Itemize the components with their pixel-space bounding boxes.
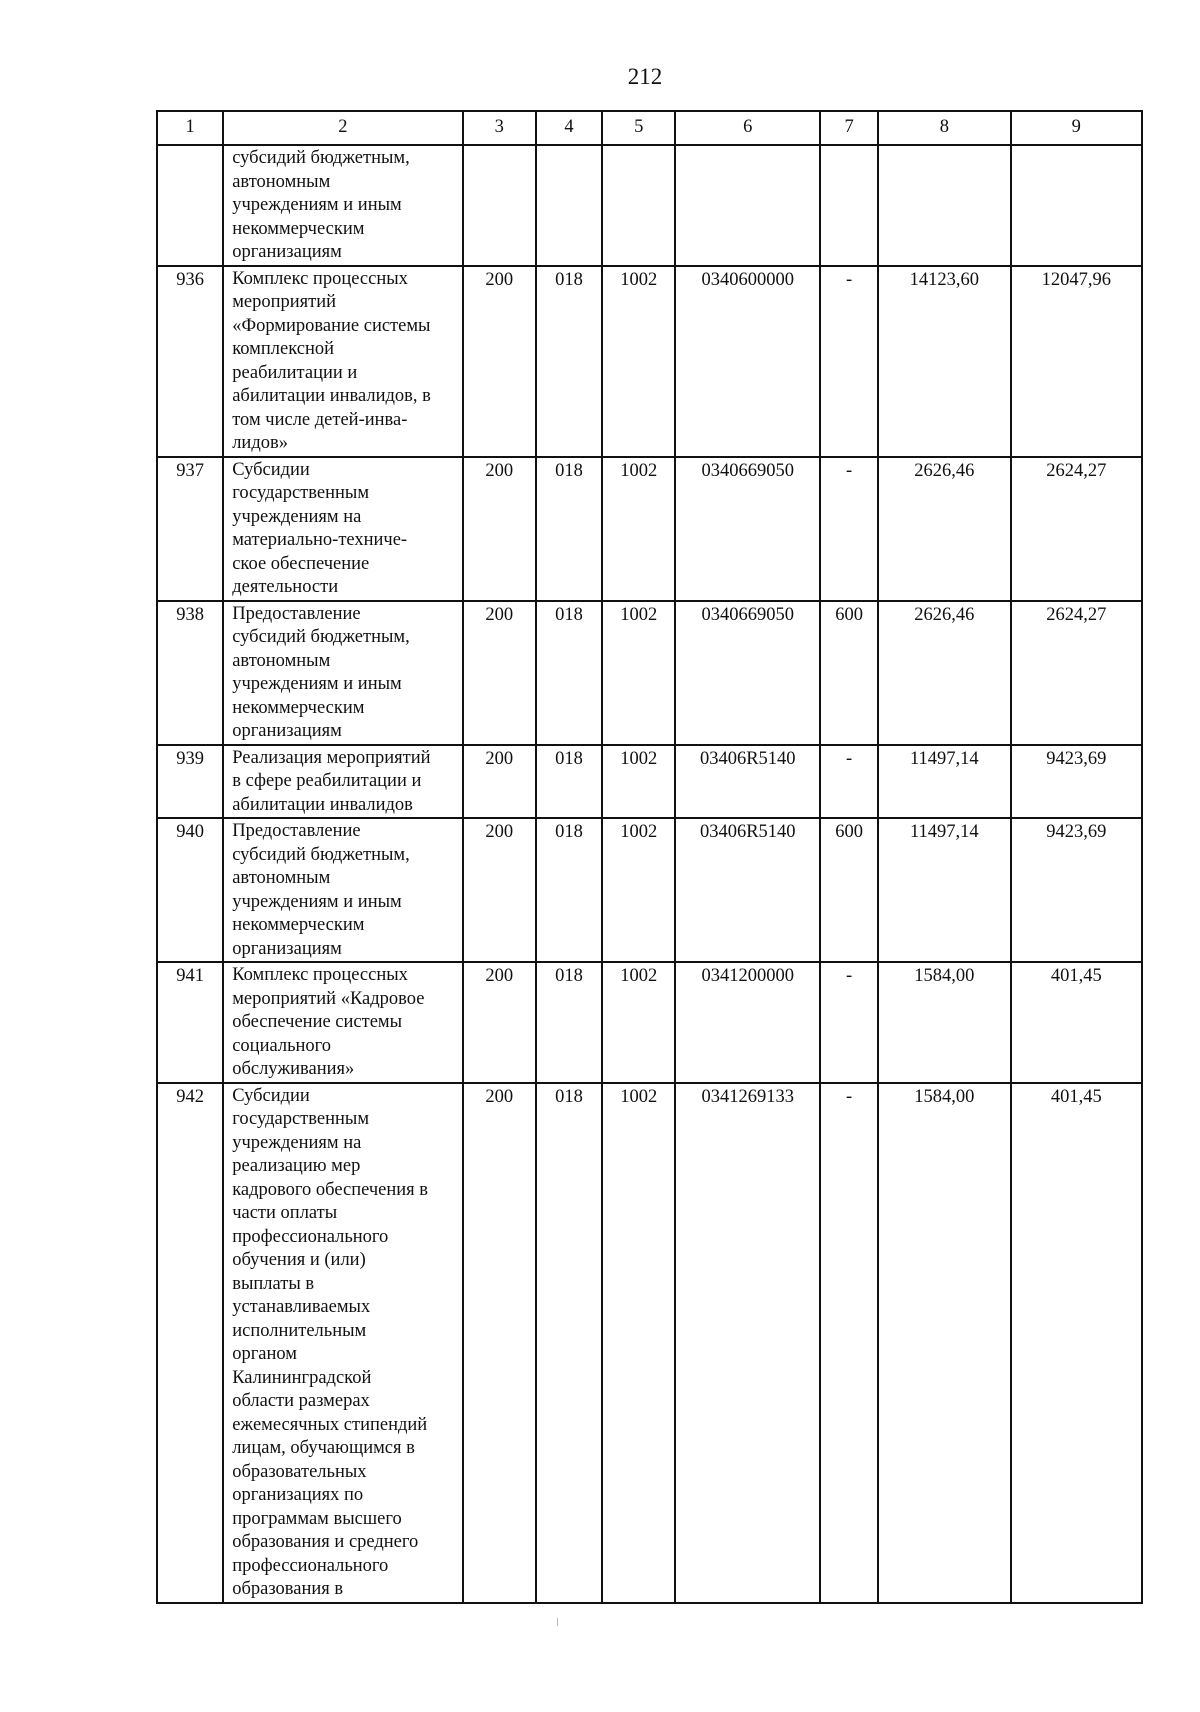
code-col-6: [675, 145, 820, 266]
scan-speck: [557, 1618, 558, 1626]
header-cell-4: 4: [536, 111, 602, 145]
code-col-7: -: [820, 1083, 878, 1603]
table-row: [157, 962, 1142, 1083]
row-number: 936: [157, 266, 223, 457]
code-col-6: 0340600000: [675, 266, 820, 457]
row-description: Комплекс процессных мероприятий «Кадровое обеспечение системы социального обслуживания»: [223, 962, 462, 1083]
amount-col-9: [1011, 145, 1142, 266]
code-col-4: 018: [536, 457, 602, 601]
code-col-7: -: [820, 745, 878, 819]
code-col-3: 200: [463, 745, 536, 819]
row-description: Предоставление субсидий бюджетным, автономным учреждениям и иным некоммерческим организациям: [223, 818, 462, 962]
row-number: 942: [157, 1083, 223, 1603]
code-col-6: 03406R5140: [675, 745, 820, 819]
row-description: Субсидии государственным учреждениям на материально-техниче- ское обеспечение деятельности: [223, 457, 462, 601]
row-description: Реализация мероприятий в сфере реабилитации и абилитации инвалидов: [223, 745, 462, 819]
table-row: [157, 266, 1142, 457]
code-col-6: 0341200000: [675, 962, 820, 1083]
header-cell-8: 8: [878, 111, 1010, 145]
amount-col-9: 9423,69: [1011, 745, 1142, 819]
table-row: [157, 818, 1142, 962]
row-description: Комплекс процессных мероприятий «Формирование системы комплексной реабилитации и абилитации инвалидов, в том числе детей-инва- лидов»: [223, 266, 462, 457]
row-number: 938: [157, 601, 223, 745]
table-row: [157, 1083, 1142, 1603]
code-col-4: 018: [536, 745, 602, 819]
row-number: [157, 145, 223, 266]
table-body: [157, 111, 1142, 1603]
code-col-6: 0341269133: [675, 1083, 820, 1603]
code-col-5: 1002: [602, 266, 675, 457]
code-col-5: [602, 145, 675, 266]
amount-col-9: 401,45: [1011, 962, 1142, 1083]
amount-col-8: 1584,00: [878, 962, 1010, 1083]
code-col-4: 018: [536, 601, 602, 745]
table-row: [157, 745, 1142, 819]
header-cell-5: 5: [602, 111, 675, 145]
amount-col-8: 11497,14: [878, 745, 1010, 819]
amount-col-9: 2624,27: [1011, 457, 1142, 601]
code-col-5: 1002: [602, 818, 675, 962]
code-col-5: 1002: [602, 601, 675, 745]
amount-col-8: [878, 145, 1010, 266]
header-cell-2: 2: [223, 111, 462, 145]
code-col-3: 200: [463, 457, 536, 601]
row-number: 941: [157, 962, 223, 1083]
page-number: 212: [627, 64, 663, 89]
code-col-7: -: [820, 457, 878, 601]
amount-col-9: 2624,27: [1011, 601, 1142, 745]
header-cell-6: 6: [675, 111, 820, 145]
amount-col-8: 2626,46: [878, 457, 1010, 601]
code-col-3: [463, 145, 536, 266]
code-col-5: 1002: [602, 457, 675, 601]
code-col-6: 0340669050: [675, 457, 820, 601]
row-description: субсидий бюджетным, автономным учреждениям и иным некоммерческим организациям: [223, 145, 462, 266]
row-description: Субсидии государственным учреждениям на реализацию мер кадрового обеспечения в части оплаты профессионального обучения и (или) выплаты в устанавливаемых исполнительным органом Калининградской области размерах ежемесячных стипендий лицам, обучающимся в образовательных организациях по программам высшего образования и среднего профессионального образования в: [223, 1083, 462, 1603]
code-col-3: 200: [463, 601, 536, 745]
code-col-5: 1002: [602, 962, 675, 1083]
budget-table: [156, 110, 1143, 1604]
amount-col-9: 12047,96: [1011, 266, 1142, 457]
header-cell-1: 1: [157, 111, 223, 145]
header-cell-3: 3: [463, 111, 536, 145]
code-col-5: 1002: [602, 1083, 675, 1603]
code-col-7: 600: [820, 818, 878, 962]
row-description: Предоставление субсидий бюджетным, автономным учреждениям и иным некоммерческим организациям: [223, 601, 462, 745]
header-cell-9: 9: [1011, 111, 1142, 145]
code-col-7: -: [820, 962, 878, 1083]
code-col-3: 200: [463, 266, 536, 457]
code-col-7: 600: [820, 601, 878, 745]
row-number: 939: [157, 745, 223, 819]
amount-col-8: 14123,60: [878, 266, 1010, 457]
amount-col-8: 1584,00: [878, 1083, 1010, 1603]
row-number: 940: [157, 818, 223, 962]
code-col-4: 018: [536, 266, 602, 457]
amount-col-8: 2626,46: [878, 601, 1010, 745]
header-cell-7: 7: [820, 111, 878, 145]
table-row: [157, 601, 1142, 745]
code-col-5: 1002: [602, 745, 675, 819]
table-header-row: [157, 111, 1142, 145]
code-col-3: 200: [463, 1083, 536, 1603]
code-col-4: 018: [536, 818, 602, 962]
code-col-3: 200: [463, 818, 536, 962]
amount-col-8: 11497,14: [878, 818, 1010, 962]
table-row: [157, 457, 1142, 601]
code-col-4: [536, 145, 602, 266]
code-col-4: 018: [536, 962, 602, 1083]
row-number: 937: [157, 457, 223, 601]
code-col-6: 0340669050: [675, 601, 820, 745]
code-col-4: 018: [536, 1083, 602, 1603]
amount-col-9: 9423,69: [1011, 818, 1142, 962]
code-col-7: [820, 145, 878, 266]
table-row: [157, 145, 1142, 266]
code-col-3: 200: [463, 962, 536, 1083]
code-col-7: -: [820, 266, 878, 457]
code-col-6: 03406R5140: [675, 818, 820, 962]
amount-col-9: 401,45: [1011, 1083, 1142, 1603]
